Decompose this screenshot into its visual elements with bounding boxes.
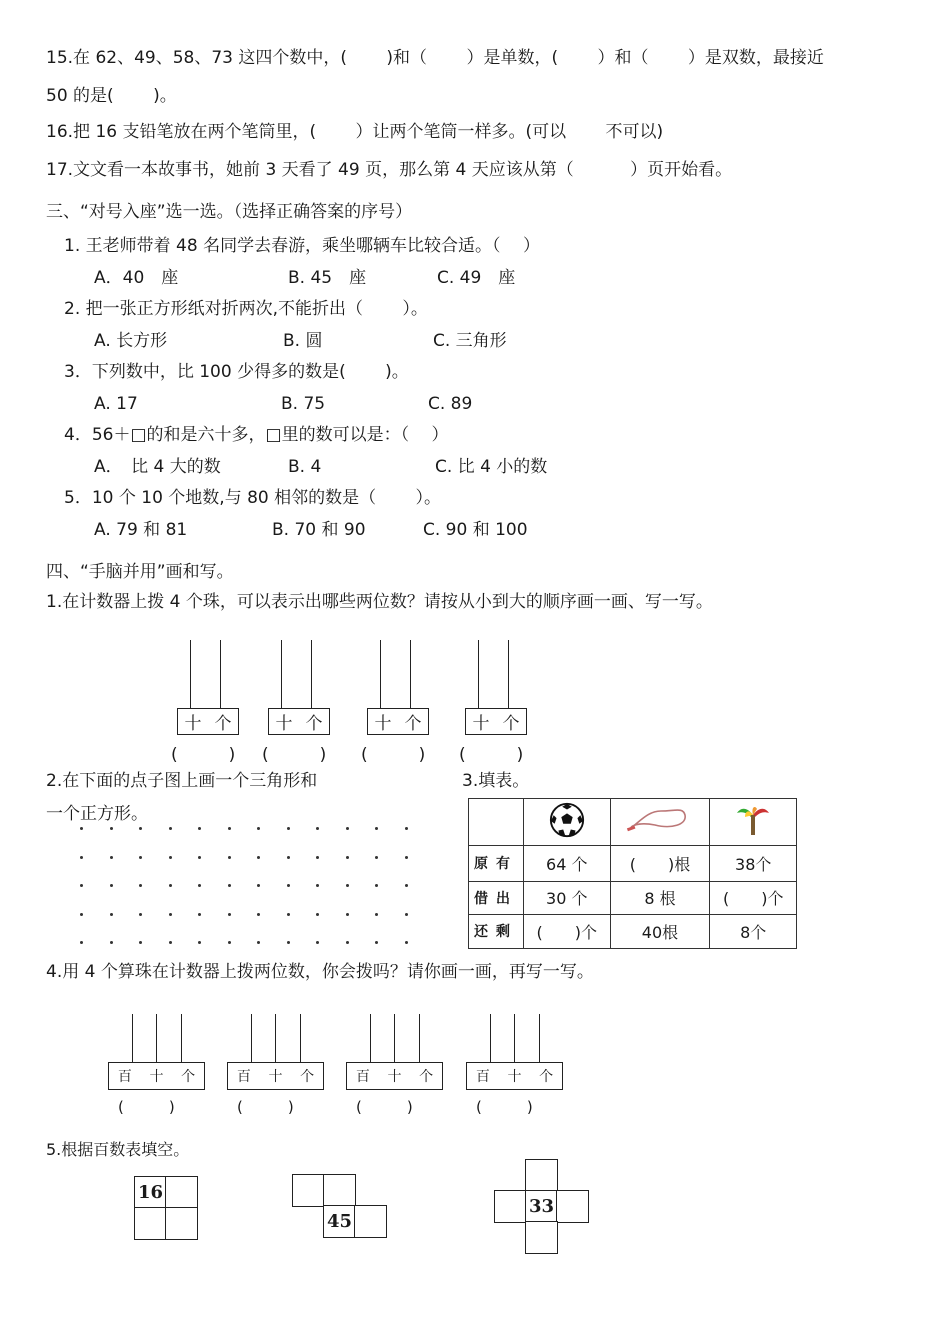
grid-dot <box>169 884 172 887</box>
grid-dot <box>80 884 83 887</box>
three-digit-abacus[interactable] <box>346 1014 443 1119</box>
tens-label: 十 <box>507 1069 522 1085</box>
grid-cell[interactable] <box>354 1205 387 1238</box>
table-cell[interactable]: 8个 <box>710 914 797 948</box>
ones-label: 个 <box>305 714 323 734</box>
grid-dot <box>405 827 408 830</box>
tens-label: 十 <box>472 714 490 734</box>
grid-dot <box>139 941 142 944</box>
ones-label: 个 <box>181 1069 196 1085</box>
mc-q3-option-c[interactable]: C. 89 <box>428 394 473 414</box>
grid-dot <box>316 856 319 859</box>
grid-dot <box>80 913 83 916</box>
grid-dot <box>405 913 408 916</box>
table-corner-cell <box>469 799 524 846</box>
grid-dot <box>228 913 231 916</box>
hundreds-label: 百 <box>117 1069 132 1085</box>
grid-dot <box>287 884 290 887</box>
grid-dot <box>198 941 201 944</box>
grid-cell: 45 <box>323 1205 356 1238</box>
answer-blank[interactable]: ( ) <box>262 745 327 765</box>
grid-dot <box>228 884 231 887</box>
answer-blank[interactable]: ( ) <box>171 745 236 765</box>
grid-cell[interactable] <box>494 1190 527 1223</box>
table-cell[interactable]: ( )个 <box>524 914 611 948</box>
section3-title: 三、“对号入座”选一选。（选择正确答案的序号） <box>46 202 413 222</box>
grid-dot <box>375 856 378 859</box>
row-label: 原有 <box>469 846 524 881</box>
mc-q1-option-a[interactable]: A．40 座 <box>94 268 179 288</box>
table-cell[interactable]: 64 个 <box>524 846 611 881</box>
grid-dot <box>139 827 142 830</box>
grid-dot <box>80 856 83 859</box>
mc-q5-option-c[interactable]: C. 90 和 100 <box>423 520 528 540</box>
grid-cell[interactable] <box>165 1176 198 1209</box>
grid-dot <box>110 827 113 830</box>
mc-q4-option-b[interactable]: B. 4 <box>288 457 322 477</box>
answer-blank[interactable]: ( ) <box>237 1098 294 1116</box>
soccer-ball-header <box>524 799 611 846</box>
table-cell[interactable]: ( )根 <box>610 846 710 881</box>
tens-label: 十 <box>374 714 392 734</box>
grid-dot <box>228 856 231 859</box>
grid-dot <box>287 856 290 859</box>
mc-q2-option-a[interactable]: A. 长方形 <box>94 331 168 351</box>
table-cell[interactable]: 38个 <box>710 846 797 881</box>
mc-q5-option-b[interactable]: B. 70 和 90 <box>272 520 366 540</box>
table-cell[interactable]: 8 根 <box>610 881 710 914</box>
row-label: 还剩 <box>469 914 524 948</box>
grid-dot <box>80 827 83 830</box>
fill-in-table <box>468 798 797 949</box>
row-label: 借出 <box>469 881 524 914</box>
grid-dot <box>198 856 201 859</box>
mc-q2-option-c[interactable]: C. 三角形 <box>433 331 507 351</box>
mc-q4-option-a[interactable]: A． 比 4 大的数 <box>94 457 221 477</box>
jump-rope-header <box>610 799 710 846</box>
grid-dot <box>139 913 142 916</box>
grid-dot <box>287 827 290 830</box>
table-cell[interactable]: ( )个 <box>710 881 797 914</box>
s4-q2-text-line1: 2.在下面的点子图上画一个三角形和 <box>46 771 318 791</box>
grid-cell[interactable] <box>525 1221 558 1254</box>
grid-dot <box>375 884 378 887</box>
three-digit-abacus[interactable] <box>466 1014 563 1119</box>
grid-dot <box>169 941 172 944</box>
grid-dot <box>316 884 319 887</box>
s4-q3-text: 3.填表。 <box>462 771 530 791</box>
mc-q2-stem: 2. 把一张正方形纸对折两次,不能折出（ ）。 <box>64 299 428 319</box>
grid-dot <box>257 827 260 830</box>
grid-dot <box>139 884 142 887</box>
ones-label: 个 <box>300 1069 315 1085</box>
grid-dot <box>316 827 319 830</box>
mc-q4-stem: 4．56＋□的和是六十多，□里的数可以是：（ ） <box>64 425 449 445</box>
three-digit-abacus[interactable] <box>227 1014 324 1119</box>
tens-label: 十 <box>275 714 293 734</box>
tens-label: 十 <box>184 714 202 734</box>
grid-cell[interactable] <box>525 1159 558 1192</box>
grid-dot <box>346 856 349 859</box>
tens-label: 十 <box>387 1069 402 1085</box>
two-digit-abacus[interactable] <box>361 640 429 765</box>
q15-line1: 15.在 62、49、58、73 这四个数中，( )和（ ）是单数，( ）和（ ）是双数，最接近 <box>46 48 824 68</box>
answer-blank[interactable]: ( ) <box>118 1098 175 1116</box>
ones-label: 个 <box>419 1069 434 1085</box>
ones-label: 个 <box>502 714 520 734</box>
mc-q3-option-b[interactable]: B. 75 <box>281 394 326 414</box>
mc-q1-option-c[interactable]: C. 49 座 <box>437 268 516 288</box>
answer-blank[interactable]: ( ) <box>459 745 524 765</box>
grid-dot <box>316 941 319 944</box>
q15-line2: 50 的是( )。 <box>46 86 177 106</box>
grid-dot <box>287 941 290 944</box>
s4-q1-text: 1.在计数器上拨 4 个珠，可以表示出哪些两位数？请按从小到大的顺序画一画、写一写。 <box>46 592 713 612</box>
grid-dot <box>198 827 201 830</box>
two-digit-abacus[interactable] <box>262 640 330 765</box>
grid-cell[interactable] <box>323 1174 356 1207</box>
q17: 17.文文看一本故事书，她前 3 天看了 49 页，那么第 4 天应该从第（ ）页开始看。 <box>46 160 733 180</box>
s4-q2-text-line2: 一个正方形。 <box>46 804 148 824</box>
mc-q5-stem: 5．10 个 10 个地数,与 80 相邻的数是（ ）。 <box>64 488 442 508</box>
grid-dot <box>110 856 113 859</box>
answer-blank[interactable]: ( ) <box>476 1098 533 1116</box>
grid-cell[interactable] <box>292 1174 325 1207</box>
hundreds-label: 百 <box>475 1069 490 1085</box>
hundreds-label: 百 <box>236 1069 251 1085</box>
grid-dot <box>257 941 260 944</box>
s4-q5-text: 5.根据百数表填空。 <box>46 1140 190 1159</box>
q16: 16.把 16 支铅笔放在两个笔筒里，( ）让两个笔筒一样多。(可以 不可以) <box>46 122 664 142</box>
mc-q4-option-c[interactable]: C. 比 4 小的数 <box>435 457 548 477</box>
hundreds-label: 百 <box>355 1069 370 1085</box>
grid-dot <box>375 941 378 944</box>
grid-cell[interactable] <box>134 1207 167 1240</box>
grid-dot <box>110 941 113 944</box>
grid-dot <box>257 856 260 859</box>
grid-cell: 33 <box>525 1190 558 1223</box>
grid-dot <box>110 884 113 887</box>
two-digit-abacus[interactable] <box>171 640 239 765</box>
grid-dot <box>405 941 408 944</box>
mc-q1-stem: 1. 王老师带着 48 名同学去春游，乘坐哪辆车比较合适。（ ） <box>64 236 540 256</box>
grid-dot <box>228 827 231 830</box>
grid-dot <box>375 827 378 830</box>
grid-dot <box>169 827 172 830</box>
ones-label: 个 <box>214 714 232 734</box>
grid-dot <box>257 913 260 916</box>
table-cell[interactable]: 30 个 <box>524 881 611 914</box>
ones-label: 个 <box>404 714 422 734</box>
grid-dot <box>257 884 260 887</box>
mc-q3-stem: 3．下列数中，比 100 少得多的数是( )。 <box>64 362 409 382</box>
mc-q2-option-b[interactable]: B. 圆 <box>283 331 323 351</box>
grid-cell: 16 <box>134 1176 167 1209</box>
grid-dot <box>346 941 349 944</box>
grid-dot <box>198 913 201 916</box>
table-cell[interactable]: 40根 <box>610 914 710 948</box>
shuttlecock-icon <box>733 801 773 839</box>
grid-dot <box>405 856 408 859</box>
grid-dot <box>139 856 142 859</box>
grid-dot <box>405 884 408 887</box>
tens-label: 十 <box>268 1069 283 1085</box>
grid-dot <box>169 913 172 916</box>
answer-blank[interactable]: ( ) <box>361 745 426 765</box>
tens-label: 十 <box>149 1069 164 1085</box>
grid-dot <box>110 913 113 916</box>
answer-blank[interactable]: ( ) <box>356 1098 413 1116</box>
grid-dot <box>375 913 378 916</box>
grid-dot <box>169 856 172 859</box>
mc-q1-option-b[interactable]: B. 45 座 <box>288 268 367 288</box>
ones-label: 个 <box>539 1069 554 1085</box>
section4-title: 四、“手脑并用”画和写。 <box>46 562 234 582</box>
s4-q4-text: 4.用 4 个算珠在计数器上拨两位数，你会拨吗？请你画一画，再写一写。 <box>46 962 594 982</box>
three-digit-abacus[interactable] <box>108 1014 205 1119</box>
grid-cell[interactable] <box>165 1207 198 1240</box>
grid-dot <box>228 941 231 944</box>
jump-rope-icon <box>625 803 695 837</box>
grid-dot <box>198 884 201 887</box>
mc-q3-option-a[interactable]: A. 17 <box>94 394 138 414</box>
grid-dot <box>80 941 83 944</box>
two-digit-abacus[interactable] <box>459 640 527 765</box>
grid-dot <box>316 913 319 916</box>
grid-dot <box>287 913 290 916</box>
shuttlecock-header <box>710 799 797 846</box>
grid-dot <box>346 884 349 887</box>
mc-q5-option-a[interactable]: A. 79 和 81 <box>94 520 188 540</box>
grid-dot <box>346 913 349 916</box>
soccer-ball-icon <box>548 801 586 839</box>
grid-cell[interactable] <box>556 1190 589 1223</box>
grid-dot <box>346 827 349 830</box>
